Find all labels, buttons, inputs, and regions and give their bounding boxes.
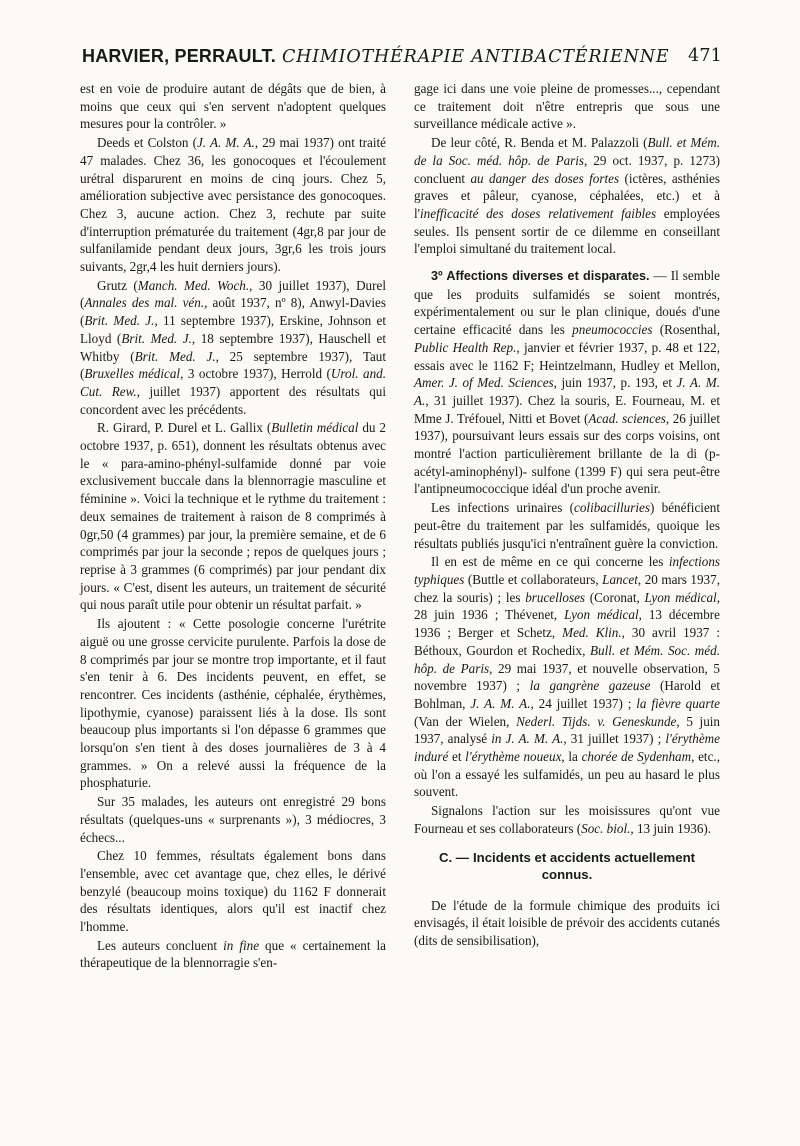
header-authors: HARVIER, PERRAULT.	[82, 46, 276, 66]
paragraph: Les auteurs concluent in fine que « certainement la thérapeutique de la blennorragie s'en-	[80, 937, 386, 971]
section-c-lead: C. —	[438, 849, 469, 865]
paragraph: gage ici dans une voie pleine de promesses..., cependant ce traitement doit n'être entrepris que sous une surveillance médicale active ».	[414, 81, 720, 132]
paragraph: Signalons l'action sur les moisissures qu'ont vue Fourneau et ses collaborateurs (Soc. biol., 13 juin 1936).	[414, 803, 720, 836]
paragraph: Ils ajoutent : « Cette posologie concerne l'urétrite aiguë ou une grosse cervicite purulente. Parfois la dose de 8 comprimés par jour se montre trop importante, et il faut s'en tenir à 6. Des incidents peuvent, en effet, se rencontrer. Ces incidents (asthénie, céphalée, érythèmes, lipothymie, cyanose) paraissent liés à la dose. Ils sont beaucoup plus importants si l'on dépasse 6 grammes que lorsqu'on s'en tient à des doses journalières de 3 à 4 grammes. » On a relevé aussi la fréquence de la phosphaturie.	[80, 616, 386, 791]
section-c-title: Incidents et accidents actuellement connus.	[472, 849, 696, 883]
paragraph: Grutz (Manch. Med. Woch., 30 juillet 1937), Durel (Annales des mal. vén., août 1937, nº 8), Anwyl-Davies (Brit. Med. J., 11 septembre 1937), Erskine, Johnson et Lloyd (Brit. Med. J., 18 septembre 1937), Hauschell et Whitby (Brit. Med. J., 25 septembre 1937), Taut (Bruxelles médical, 3 octobre 1937), Herrold (Urol. and. Cut. Rew., juillet 1937) apportent des résultats qui concordent avec les précédents.	[80, 277, 386, 417]
paragraph: est en voie de produire autant de dégâts que de bien, à moins que ceux qui s'en servent n'adoptent quelques mesures pour la contrôler. »	[80, 81, 386, 132]
left-column	[80, 80, 386, 973]
header-title: CHIMIOTHÉRAPIE ANTIBACTÉRIENNE	[281, 47, 670, 67]
right-column	[414, 80, 720, 951]
paragraph: De leur côté, R. Benda et M. Palazzoli (Bull. et Mém. de la Soc. méd. hôp. de Paris, 29 oct. 1937, p. 1273) concluent au danger des doses fortes (ictères, asthénies graves et pâleur, cyanose, céphalées, etc.) et à l'inefficacité des doses relativement faibles employées seules. Ils pensent sortir de ce dilemme en conseillant l'emploi simultané du traitement local.	[414, 135, 720, 257]
page-number: 471	[687, 46, 722, 66]
paragraph: Il en est de même en ce qui concerne les infections typhiques (Buttle et collaborateurs, Lancet, 20 mars 1937, chez la souris) ; les brucelloses (Coronat, Lyon médical, 28 juin 1936 ; Thévenet, Lyon médical, 13 décembre 1936 ; Berger et Schetz, Med. Klin., 30 avril 1937 : Béthoux, Gourdon et Rochedix, Bull. et Mém. Soc. méd. hôp. de Paris, 29 mai 1937, et nouvelle observation, 5 novembre 1937) ; la gangrène gazeuse (Harold et Bohlman, J. A. M. A., 24 juillet 1937) ; la fièvre quarte (Van der Wielen, Nederl. Tijds. v. Geneskunde, 5 juin 1937, analysé in J. A. M. A., 31 juillet 1937) ; l'érythème induré et l'érythème noueux, la chorée de Sydenham, etc., où l'on a essayé les sulfamidés, un peu au hasard le plus souvent.	[414, 554, 721, 800]
paragraph: De l'étude de la formule chimique des produits ici envisagés, il était loisible de prévoir des accidents cutanés (dits de sensibilisation),	[414, 897, 720, 948]
section-c-heading	[414, 849, 720, 884]
paragraph: Chez 10 femmes, résultats également bons dans l'ensemble, avec cet avantage que, chez elles, le dérivé benzylé (beaucoup moins toxique) du 1162 F donnerait des résultats identiques, alors qu'il est inactif chez l'homme.	[80, 848, 386, 935]
running-header	[82, 46, 722, 74]
paragraph: 3º Affections diverses et disparates. — Il semble que les produits sulfamidés se soient montrés, expérimentalement ou sur le plan clinique, doués d'une certaine efficacité dans les pneumococcies (Rosenthal, Public Health Rep., janvier et février 1937, p. 48 et 122, essais avec le 1162 F; Heintzelmann, Hudley et Mellon, Amer. J. of Med. Sciences, juin 1937, p. 193, et J. A. M. A., 31 juillet 1937). Chez la souris, E. Fourneau, M. et Mme J. Tréfouel, Nitti et Bovet (Acad. sciences, 26 juillet 1937), poursuivant leurs essais sur des corps voisins, ont montré l'action particulièrement brillante de la di (p-acétyl-aminophényl)- sulfone (1399 F) qui sera peut-être l'antipneumococcique idéal d'un proche avenir.	[414, 268, 721, 497]
paragraph: Sur 35 malades, les auteurs ont enregistré 29 bons résultats (quelques-uns « surprenants »), 3 médiocres, 3 échecs...	[80, 794, 386, 845]
paragraph: Deeds et Colston (J. A. M. A., 29 mai 1937) ont traité 47 malades. Chez 36, les gonocoques et l'écoulement urétral disparurent en moins de cinq jours. Chez 5, amélioration subjective avec persistance des gonocoques. Chez 3, aucune action. Chez 3, rechute par suite d'interruption prématurée du traitement (4gr,8 par jour de sulfanilamide pendant deux jours, 3gr,6 les trois jours suivants, 2gr,4 les huit derniers jours).	[80, 135, 386, 275]
paragraph: R. Girard, P. Durel et L. Gallix (Bulletin médical du 2 octobre 1937, p. 651), donnent les résultats obtenus avec le « para-amino-phényl-sulfamide donné par voie exclusivement buccale dans la blennorragie masculine et féminine ». Voici la technique et le rythme du traitement : deux semaines de traitement à raison de 8 comprimés à 0gr,50 (4 grammes) par jour, la première semaine, et de 6 comprimés par jour la seconde ; repos de quelques jours ; reprise à 3 grammes (6 comprimés) par jour pendant dix jours. « C'est, disent les auteurs, un traitement de sécurité qui nous paraît utile pour obtenir un résultat parfait. »	[80, 420, 386, 613]
section-heading: 3º Affections diverses et disparates.	[431, 269, 650, 284]
paragraph: Les infections urinaires (colibacilluries) bénéficient peut-être du traitement par les sulfamidés, quoique les résultats publiés jusqu'ici n'entraînent guère la conviction.	[414, 500, 720, 551]
